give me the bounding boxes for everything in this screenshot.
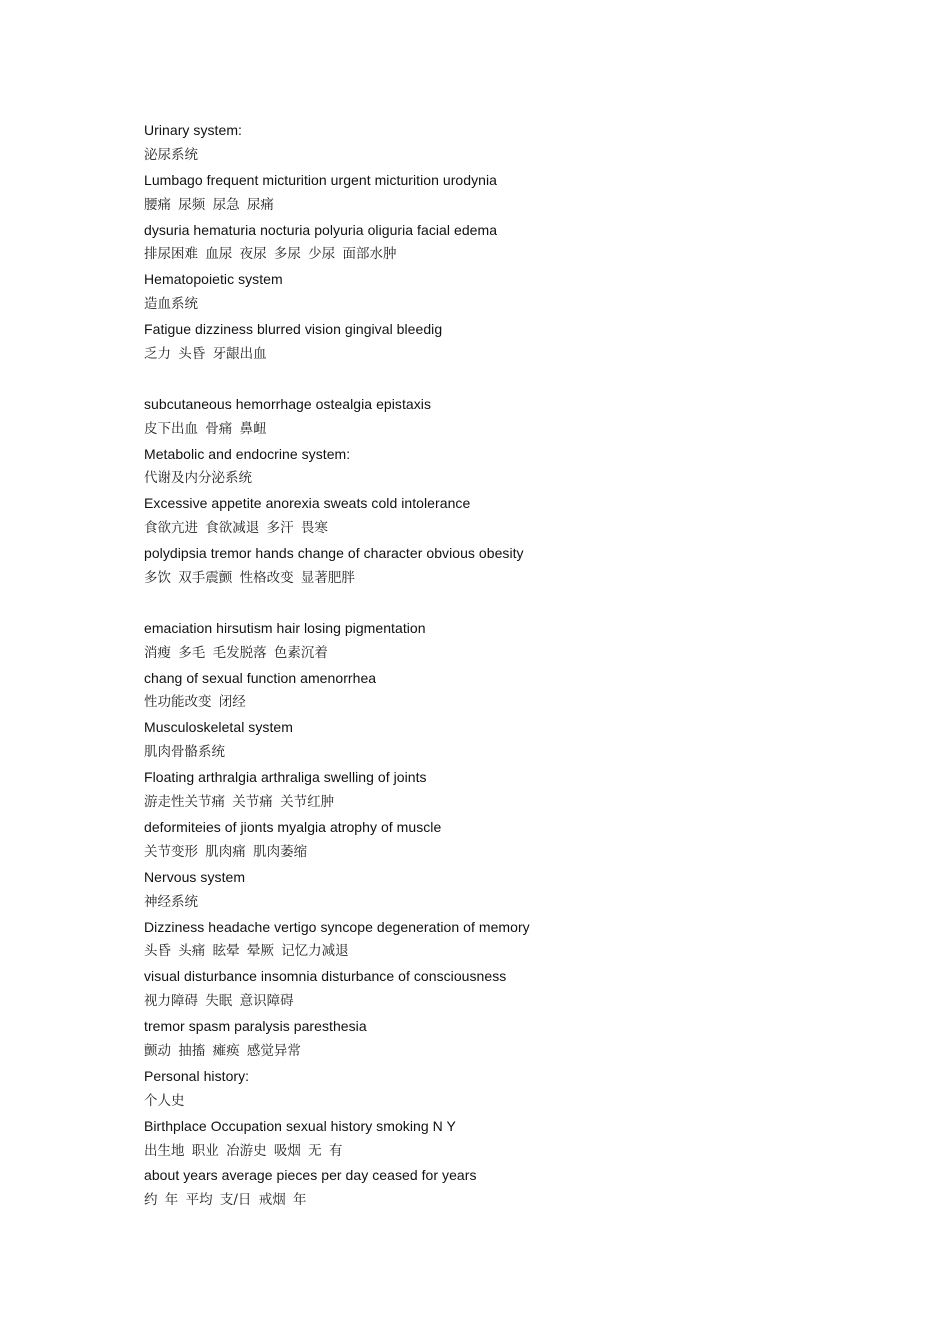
section-heading: 肌肉骨骼系统 bbox=[144, 744, 225, 761]
text-line: Dizziness headache vertigo syncope degeneration of memory bbox=[144, 918, 530, 935]
text-line: deformiteies of jionts myalgia atrophy of muscle bbox=[144, 818, 442, 835]
text-line: 出生地 职业 冶游史 吸烟 无 有 bbox=[144, 1142, 343, 1159]
text-line: Fatigue dizziness blurred vision gingival bleedig bbox=[144, 321, 443, 338]
text-line: subcutaneous hemorrhage ostealgia epistaxis bbox=[144, 395, 431, 412]
text-line: 泌尿系统 bbox=[144, 146, 198, 163]
text-line: visual disturbance insomnia disturbance of consciousness bbox=[144, 968, 507, 985]
text-line: 食欲亢进 食欲减退 多汗 畏寒 bbox=[144, 520, 328, 537]
text-line: dysuria hematuria nocturia polyuria oliguria facial edema bbox=[144, 221, 498, 238]
blank-line bbox=[144, 367, 904, 392]
text-line: 皮下出血 骨痛 鼻衄 bbox=[144, 420, 267, 437]
text-line: 排尿困难 血尿 夜尿 多尿 少尿 面部水肿 bbox=[144, 246, 397, 263]
document-body bbox=[144, 118, 904, 1213]
text-line: emaciation hirsutism hair losing pigmentation bbox=[144, 619, 426, 636]
text-line: tremor spasm paralysis paresthesia bbox=[144, 1018, 367, 1035]
section-heading: Musculoskeletal system bbox=[144, 719, 293, 736]
text-line: Excessive appetite anorexia sweats cold intolerance bbox=[144, 495, 471, 512]
text-line: 消瘦 多毛 毛发脱落 色素沉着 bbox=[144, 644, 328, 661]
text-line: 游走性关节痛 关节痛 关节红肿 bbox=[144, 794, 335, 811]
section-heading: 神经系统 bbox=[144, 893, 198, 910]
text-line: Urinary system: bbox=[144, 122, 242, 138]
section-heading: 个人史 bbox=[144, 1092, 185, 1109]
text-line: 多饮 双手震颤 性格改变 显著肥胖 bbox=[144, 570, 355, 587]
text-line: about years average pieces per day ceased for years bbox=[144, 1167, 477, 1184]
section-heading: Hematopoietic system bbox=[144, 271, 283, 288]
section-heading: 造血系统 bbox=[144, 296, 198, 313]
blank-line bbox=[144, 591, 904, 616]
text-line: Birthplace Occupation sexual history smoking N Y bbox=[144, 1117, 456, 1134]
text-line: 视力障碍 失眠 意识障碍 bbox=[144, 993, 294, 1010]
text-line: 约 年 平均 支/日 戒烟 年 bbox=[144, 1192, 307, 1209]
text-line: Floating arthralgia arthraliga swelling of joints bbox=[144, 769, 427, 786]
section-heading: Nervous system bbox=[144, 868, 246, 885]
text-line: 关节变形 肌肉痛 肌肉萎缩 bbox=[144, 843, 308, 860]
text-line: Lumbago frequent micturition urgent micturition urodynia bbox=[144, 171, 497, 188]
text-line: polydipsia tremor hands change of character obvious obesity bbox=[144, 545, 524, 562]
section-heading: 代谢及内分泌系统 bbox=[144, 470, 252, 487]
text-line: 颤动 抽搐 瘫痪 感觉异常 bbox=[144, 1042, 301, 1059]
text-line: 腰痛 尿频 尿急 尿痛 bbox=[144, 196, 274, 213]
section-heading: Personal history: bbox=[144, 1067, 250, 1084]
text-line: 乏力 头昏 牙龈出血 bbox=[144, 346, 267, 363]
text-line: 性功能改变 闭经 bbox=[144, 694, 246, 711]
section-heading: Metabolic and endocrine system: bbox=[144, 445, 351, 462]
text-line: chang of sexual function amenorrhea bbox=[144, 669, 377, 686]
text-line: 头昏 头痛 眩晕 晕厥 记忆力减退 bbox=[144, 943, 349, 960]
